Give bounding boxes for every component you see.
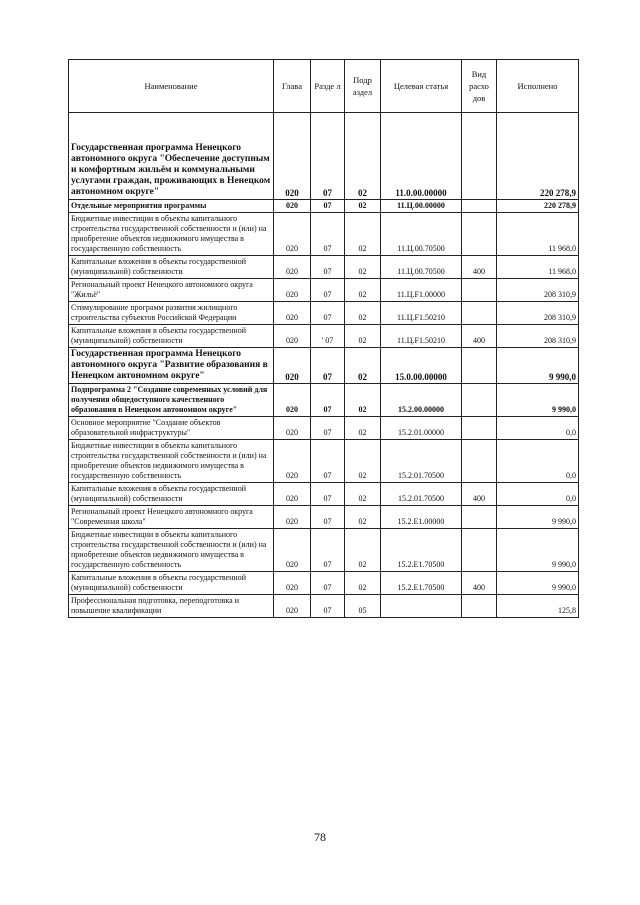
row-chapter: 020 <box>274 256 311 279</box>
row-type: 400 <box>462 572 497 595</box>
header-section: Разде л <box>311 60 345 113</box>
row-amount: 208 310,9 <box>497 279 579 302</box>
row-subsection: 02 <box>345 325 381 348</box>
row-subsection: 02 <box>345 529 381 572</box>
row-subsection: 02 <box>345 348 381 384</box>
row-section: 07 <box>311 529 345 572</box>
row-chapter: 020 <box>274 200 311 213</box>
row-name: Капитальные вложения в объекты государственной (муниципальной) собственности <box>69 483 274 506</box>
row-chapter: 020 <box>274 302 311 325</box>
row-chapter: 020 <box>274 595 311 618</box>
row-target: 11.Ц.F1.50210 <box>381 325 462 348</box>
row-name: Государственная программа Ненецкого автономного округа "Развитие образования в Ненецком автономном округе" <box>69 348 274 384</box>
header-target-article: Целевая статья <box>381 60 462 113</box>
row-type: 400 <box>462 256 497 279</box>
row-subsection: 02 <box>345 483 381 506</box>
row-name: Стимулирование программ развития жилищного строительства субъектов Российской Федерации <box>69 302 274 325</box>
table-row <box>69 279 579 302</box>
row-name: Бюджетные инвестиции в объекты капитального строительства государственной собственности и (или) на приобретение объектов недвижимого имущества в государственную собственность <box>69 529 274 572</box>
row-type <box>462 302 497 325</box>
row-target: 11.0.00.00000 <box>381 113 462 200</box>
row-amount: 125,8 <box>497 595 579 618</box>
row-chapter: 020 <box>274 279 311 302</box>
row-section: 07 <box>311 384 345 417</box>
table-row <box>69 256 579 279</box>
row-section: 07 <box>311 279 345 302</box>
row-subsection: 05 <box>345 595 381 618</box>
row-target: 11.Ц.F1.50210 <box>381 302 462 325</box>
row-amount: 0,0 <box>497 417 579 440</box>
row-target: 15.0.00.00000 <box>381 348 462 384</box>
row-section: 07 <box>311 483 345 506</box>
budget-execution-table <box>68 59 579 618</box>
row-name: Основное мероприятие "Создание объектов образовательной инфраструктуры" <box>69 417 274 440</box>
table-row <box>69 529 579 572</box>
row-target: 15.2.E1.00000 <box>381 506 462 529</box>
table-row <box>69 302 579 325</box>
row-section: 07 <box>311 440 345 483</box>
row-amount: 11 968,0 <box>497 256 579 279</box>
row-name: Государственная программа Ненецкого автономного округа "Обеспечение доступным и комфортным жильём и коммунальными услугами граждан, проживающих в Ненецком автономном округе" <box>69 113 274 200</box>
row-chapter: 020 <box>274 348 311 384</box>
row-subsection: 02 <box>345 506 381 529</box>
row-target: 15.2.E1.70500 <box>381 529 462 572</box>
row-amount: 0,0 <box>497 483 579 506</box>
row-amount: 9 990,0 <box>497 384 579 417</box>
row-name: Профессиональная подготовка, переподготовка и повышение квалификации <box>69 595 274 618</box>
row-subsection: 02 <box>345 302 381 325</box>
table-row <box>69 384 579 417</box>
row-chapter: 020 <box>274 572 311 595</box>
row-target: 15.2.00.00000 <box>381 384 462 417</box>
row-chapter: 020 <box>274 384 311 417</box>
header-executed: Исполнено <box>497 60 579 113</box>
row-target <box>381 595 462 618</box>
row-type <box>462 213 497 256</box>
row-target: 15.2.01.70500 <box>381 483 462 506</box>
row-name: Отдельные мероприятия программы <box>69 200 274 213</box>
row-amount: 9 990,0 <box>497 529 579 572</box>
row-type <box>462 200 497 213</box>
row-section: 07 <box>311 595 345 618</box>
row-name: Бюджетные инвестиции в объекты капитального строительства государственной собственности и (или) на приобретение объектов недвижимого имущества в государственную собственность <box>69 213 274 256</box>
row-section: 07 <box>311 213 345 256</box>
row-type <box>462 506 497 529</box>
row-section: 07 <box>311 302 345 325</box>
row-section: 07 <box>311 348 345 384</box>
row-subsection: 02 <box>345 417 381 440</box>
header-name: Наименование <box>69 60 274 113</box>
header-expense-type: Вид расхо дов <box>462 60 497 113</box>
row-type <box>462 529 497 572</box>
row-chapter: 020 <box>274 529 311 572</box>
row-chapter: 020 <box>274 213 311 256</box>
row-name: Капитальные вложения в объекты государственной (муниципальной) собственности <box>69 256 274 279</box>
table-row <box>69 572 579 595</box>
row-subsection: 02 <box>345 384 381 417</box>
table-row <box>69 595 579 618</box>
row-amount: 220 278,9 <box>497 200 579 213</box>
row-chapter: 020 <box>274 325 311 348</box>
row-name: Подпрограмма 2 "Создание современных условий для получения общедоступного качественного образования в Ненецком автономном округе" <box>69 384 274 417</box>
row-section: 07 <box>311 256 345 279</box>
header-chapter: Глава <box>274 60 311 113</box>
row-target: 11.Ц.00.00000 <box>381 200 462 213</box>
table-row <box>69 213 579 256</box>
row-type <box>462 113 497 200</box>
row-section: ' 07 <box>311 325 345 348</box>
row-amount: 9 990,0 <box>497 572 579 595</box>
row-chapter: 020 <box>274 417 311 440</box>
row-type <box>462 595 497 618</box>
row-target: 11.Ц.F1.00000 <box>381 279 462 302</box>
row-amount: 9 990,0 <box>497 348 579 384</box>
row-section: 07 <box>311 200 345 213</box>
table-row <box>69 417 579 440</box>
table-header-row <box>69 60 579 113</box>
row-target: 11.Ц.00.70500 <box>381 213 462 256</box>
row-subsection: 02 <box>345 572 381 595</box>
row-subsection: 02 <box>345 440 381 483</box>
row-target: 11.Ц.00.70500 <box>381 256 462 279</box>
row-name: Региональный проект Ненецкого автономного округа "Жильё" <box>69 279 274 302</box>
table-row <box>69 506 579 529</box>
row-type: 400 <box>462 325 497 348</box>
row-name: Капитальные вложения в объекты государственной (муниципальной) собственности <box>69 325 274 348</box>
table-row <box>69 483 579 506</box>
row-section: 07 <box>311 113 345 200</box>
header-subsection: Подр аздел <box>345 60 381 113</box>
table-row <box>69 440 579 483</box>
row-section: 07 <box>311 572 345 595</box>
row-name: Капитальные вложения в объекты государственной (муниципальной) собственности <box>69 572 274 595</box>
row-chapter: 020 <box>274 506 311 529</box>
row-type <box>462 440 497 483</box>
table-row <box>69 325 579 348</box>
row-section: 07 <box>311 506 345 529</box>
table-row <box>69 113 579 200</box>
row-target: 15.2.01.70500 <box>381 440 462 483</box>
row-type: 400 <box>462 483 497 506</box>
row-chapter: 020 <box>274 440 311 483</box>
row-amount: 208 310,9 <box>497 325 579 348</box>
row-type <box>462 417 497 440</box>
row-amount: 0,0 <box>497 440 579 483</box>
row-amount: 220 278,9 <box>497 113 579 200</box>
row-chapter: 020 <box>274 113 311 200</box>
row-type <box>462 279 497 302</box>
table-row <box>69 200 579 213</box>
row-chapter: 020 <box>274 483 311 506</box>
page-number: 78 <box>314 830 326 844</box>
row-name: Региональный проект Ненецкого автономного округа "Современная школа" <box>69 506 274 529</box>
row-type <box>462 348 497 384</box>
row-subsection: 02 <box>345 113 381 200</box>
row-type <box>462 384 497 417</box>
row-subsection: 02 <box>345 213 381 256</box>
row-target: 15.2.01.00000 <box>381 417 462 440</box>
row-name: Бюджетные инвестиции в объекты капитального строительства государственной собственности и (или) на приобретение объектов недвижимого имущества в государственную собственность <box>69 440 274 483</box>
row-section: 07 <box>311 417 345 440</box>
table-row <box>69 348 579 384</box>
row-amount: 11 968,0 <box>497 213 579 256</box>
row-amount: 208 310,9 <box>497 302 579 325</box>
row-subsection: 02 <box>345 279 381 302</box>
row-subsection: 02 <box>345 200 381 213</box>
row-subsection: 02 <box>345 256 381 279</box>
row-target: 15.2.E1.70500 <box>381 572 462 595</box>
row-amount: 9 990,0 <box>497 506 579 529</box>
